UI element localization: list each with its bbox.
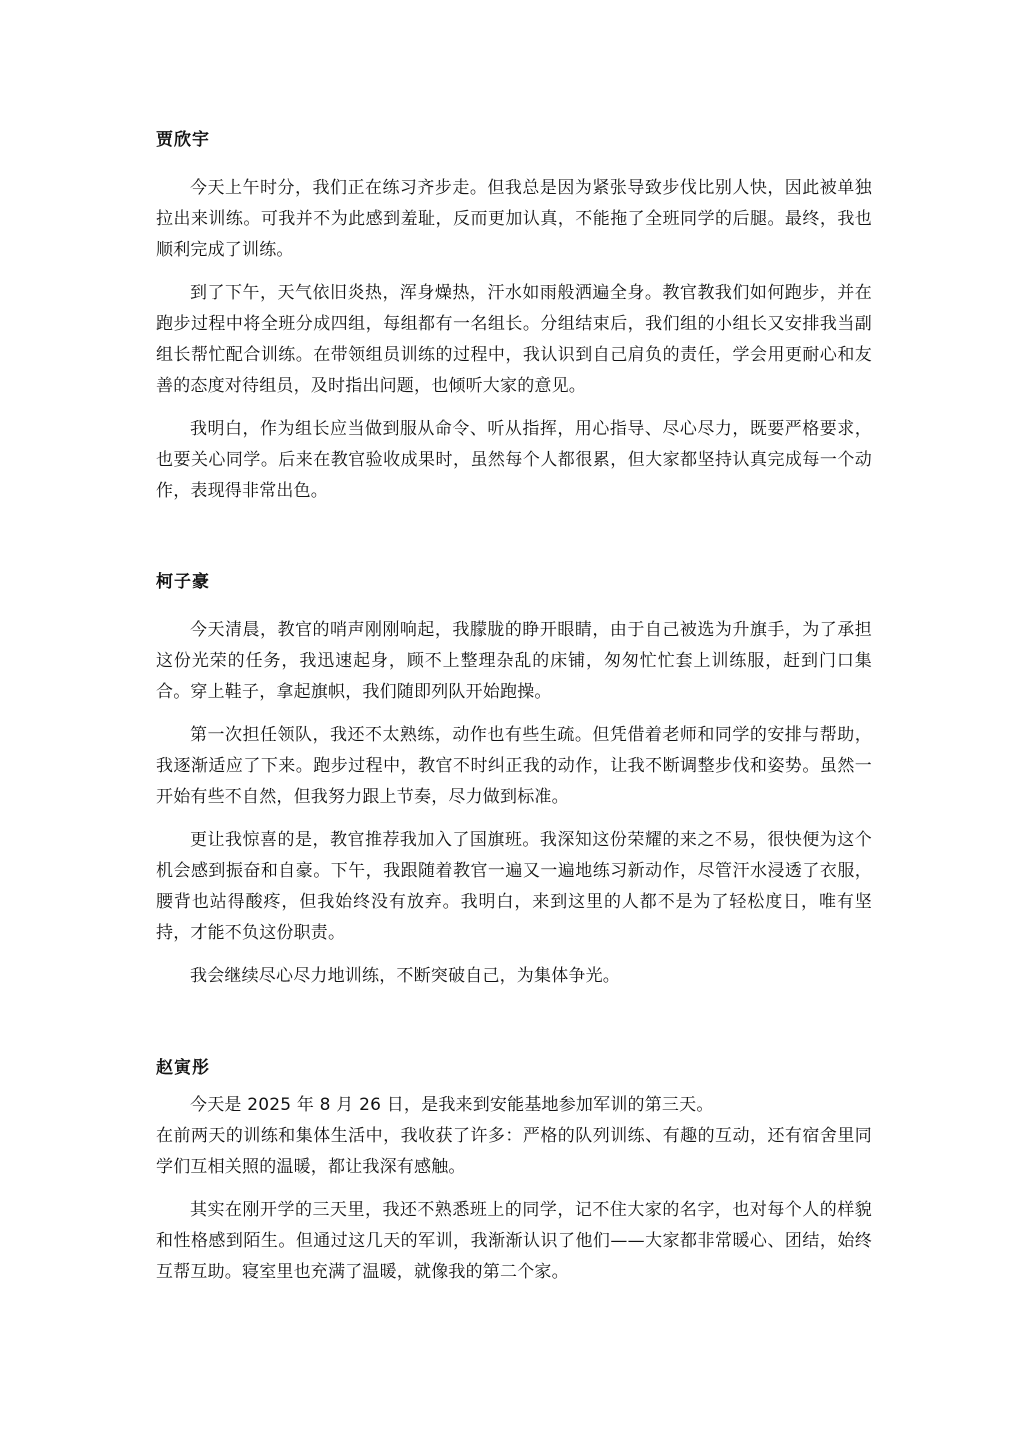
paragraph: 其实在刚开学的三天里，我还不熟悉班上的同学，记不住大家的名字，也对每个人的样貌和性格感到陌生。但通过这几天的军训，我渐渐认识了他们——大家都非常暖心、团结，始终互帮互助。寝室里也充满了温暖，就像我的第二个家。 xyxy=(156,1200,872,1282)
author-name: 赵寅彤 xyxy=(156,1058,210,1078)
entry-jia-xinyu xyxy=(156,128,872,507)
paragraph: 在前两天的训练和集体生活中，我收获了许多：严格的队列训练、有趣的互动，还有宿舍里同学们互相关照的温暖，都让我深有感触。 xyxy=(156,1126,872,1177)
paragraph: 更让我惊喜的是，教官推荐我加入了国旗班。我深知这份荣耀的来之不易，很快便为这个机会感到振奋和自豪。下午，我跟随着教官一遍又一遍地练习新动作，尽管汗水浸透了衣服，腰背也站得酸疼，但我始终没有放弃。我明白，来到这里的人都不是为了轻松度日，唯有坚持，才能不负这份职责。 xyxy=(156,830,872,943)
author-name: 柯子豪 xyxy=(156,572,210,592)
paragraph: 今天清晨，教官的哨声刚刚响起，我朦胧的睁开眼睛，由于自己被选为升旗手，为了承担这份光荣的任务，我迅速起身，顾不上整理杂乱的床铺，匆匆忙忙套上训练服，赶到门口集合。穿上鞋子，拿起旗帜，我们随即列队开始跑操。 xyxy=(156,620,872,702)
paragraph: 我明白，作为组长应当做到服从命令、听从指挥，用心指导、尽心尽力，既要严格要求，也要关心同学。后来在教官验收成果时，虽然每个人都很累，但大家都坚持认真完成每一个动作，表现得非常出色。 xyxy=(156,419,872,501)
paragraph: 我会继续尽心尽力地训练，不断突破自己，为集体争光。 xyxy=(190,966,620,986)
paragraph: 第一次担任领队，我还不太熟练，动作也有些生疏。但凭借着老师和同学的安排与帮助，我逐渐适应了下来。跑步过程中，教官不时纠正我的动作，让我不断调整步伐和姿势。虽然一开始有些不自然，但我努力跟上节奏，尽力做到标准。 xyxy=(156,725,872,807)
entry-ke-zihao xyxy=(156,570,872,992)
paragraph: 今天是 2025 年 8 月 26 日，是我来到安能基地参加军训的第三天。 xyxy=(190,1095,714,1115)
author-name: 贾欣宇 xyxy=(156,130,210,150)
paragraph: 到了下午，天气依旧炎热，浑身燥热，汗水如雨般洒遍全身。教官教我们如何跑步，并在跑步过程中将全班分成四组，每组都有一名组长。分组结束后，我们组的小组长又安排我当副组长帮忙配合训练。在带领组员训练的过程中，我认识到自己肩负的责任，学会用更耐心和友善的态度对待组员，及时指出问题，也倾听大家的意见。 xyxy=(156,283,872,396)
paragraph: 今天上午时分，我们正在练习齐步走。但我总是因为紧张导致步伐比别人快，因此被单独拉出来训练。可我并不为此感到羞耻，反而更加认真，不能拖了全班同学的后腿。最终，我也顺利完成了训练。 xyxy=(156,178,872,260)
entry-zhao-yintong xyxy=(156,1056,872,1288)
